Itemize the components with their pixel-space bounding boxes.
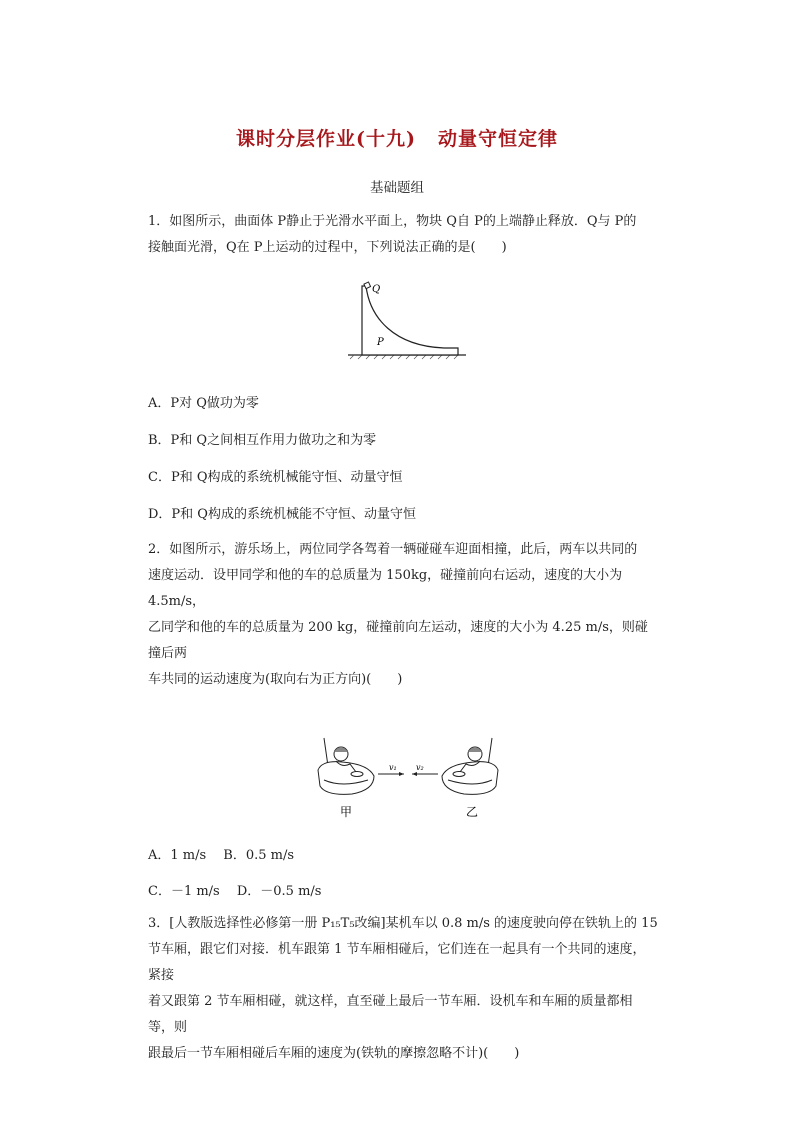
section-heading: 基础题组 <box>370 180 424 196</box>
title-main: 课时分层作业(十九) <box>236 128 416 150</box>
q2-figure <box>312 730 504 822</box>
title-sub: 动量守恒定律 <box>437 128 558 150</box>
q2-line-3: 乙同学和他的车的总质量为 200 kg，碰撞前向左运动，速度的大小为 4.25 m/s，则碰撞后两 <box>148 620 648 661</box>
bumper-car-right <box>442 738 498 794</box>
q2-line-1: 2．如图所示，游乐场上，两位同学各驾着一辆碰碰车迎面相撞，此后，两车以共同的 <box>148 542 638 557</box>
label-jia: 甲 <box>340 805 353 819</box>
page-title <box>0 124 794 151</box>
q3-line-1: 3．[人教版选择性必修第一册 P₁₅T₅改编]某机车以 0.8 m/s 的速度驶向停在铁轨上的 15 <box>148 916 658 931</box>
label-q: Q <box>372 284 381 295</box>
q2-options-ab: A．1 m/s B．0.5 m/s <box>148 848 295 863</box>
q2-line-4: 车共同的运动速度为(取向右为正方向)( ) <box>148 672 403 687</box>
q2-options-cd: C．－1 m/s D．－0.5 m/s <box>148 884 322 899</box>
question-2-stem <box>148 537 658 693</box>
label-v2: v₂ <box>416 763 424 772</box>
q1-option-d: D．P和 Q构成的系统机械能不守恒、动量守恒 <box>148 507 416 522</box>
q3-line-2: 节车厢，跟它们对接．机车跟第 1 节车厢相碰后，它们连在一起具有一个共同的速度，紧接 <box>148 942 646 983</box>
q2-line-2: 速度运动．设甲同学和他的车的总质量为 150kg，碰撞前向右运动，速度的大小为 4.5m/s， <box>148 568 623 609</box>
label-p: P <box>377 337 384 348</box>
q1-option-b: B．P和 Q之间相互作用力做功之和为零 <box>148 433 377 448</box>
q3-line-3: 着又跟第 2 节车厢相碰，就这样，直至碰上最后一节车厢．设机车和车厢的质量都相等，则 <box>148 994 633 1035</box>
question-3-stem <box>148 911 658 1067</box>
q3-line-4: 跟最后一节车厢相碰后车厢的速度为(铁轨的摩擦忽略不计)( ) <box>148 1046 520 1061</box>
bumper-car-left <box>318 738 374 794</box>
label-yi: 乙 <box>466 805 479 819</box>
q1-option-c: C．P和 Q构成的系统机械能守恒、动量守恒 <box>148 470 403 485</box>
q1-option-a: A．P对 Q做功为零 <box>148 396 259 411</box>
arrow-v2-head <box>412 772 417 776</box>
q1-line-2: 接触面光滑，Q在 P上运动的过程中，下列说法正确的是( ) <box>148 240 507 255</box>
q1-line-1: 1．如图所示，曲面体 P静止于光滑水平面上，物块 Q自 P的上端静止释放．Q与 P的 <box>148 214 637 229</box>
arrow-v1-head <box>399 772 404 776</box>
label-v1: v₁ <box>389 763 397 772</box>
q1-figure <box>344 278 470 360</box>
question-1-stem <box>148 209 658 261</box>
